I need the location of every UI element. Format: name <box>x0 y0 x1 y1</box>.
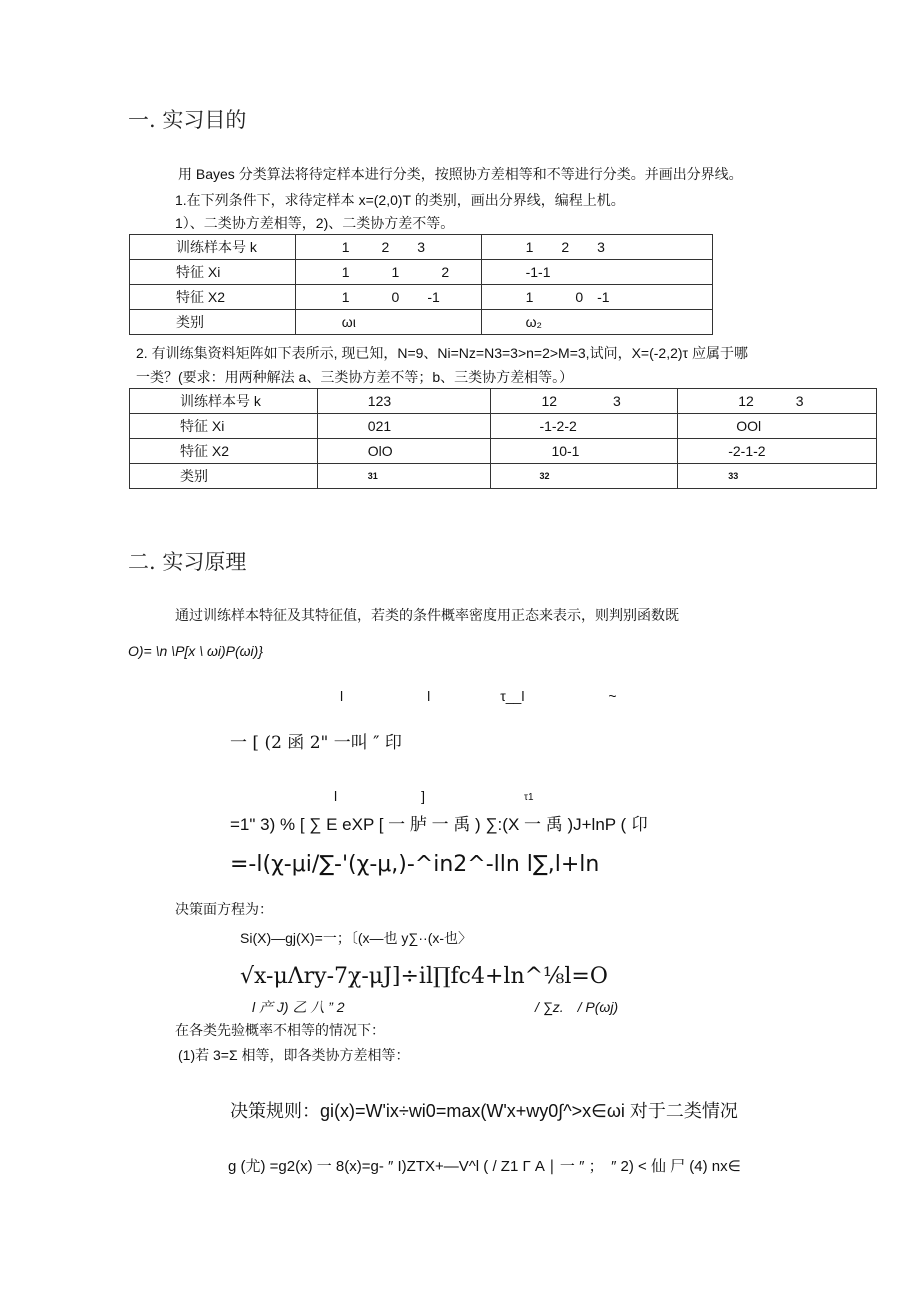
table2 <box>129 388 877 489</box>
section2-para1: 通过训练样本特征及其特征值，若类的条件概率密度用正态来表示，则判别函数既 <box>175 607 679 623</box>
table-cell: 特征 Xi <box>130 260 296 285</box>
table-cell: -1-1 <box>481 260 712 285</box>
table-cell: 123 <box>317 389 491 414</box>
table-cell: 1 1 2 <box>295 260 481 285</box>
table-cell: 特征 X2 <box>130 285 296 310</box>
table-cell: 1 2 3 <box>295 235 481 260</box>
table-cell: 特征 Xi <box>130 414 318 439</box>
section1-para1: 用 Bayes 分类算法将待定样本进行分类，按照协方差相等和不等进行分类。并画出分界线。 <box>178 166 743 182</box>
equation-1: O)= \n \P[x \ ωi)P(ωi)} <box>128 643 263 659</box>
table-cell: -1-2-2 <box>491 414 678 439</box>
table-cell: 12 3 <box>678 389 877 414</box>
equation-4: =-l(χ-μi/∑-'(χ-μ,)-^in2^-lln l∑,l+ln <box>230 852 600 877</box>
table-row <box>130 439 877 464</box>
section1-title: 一. 实习目的 <box>128 108 247 132</box>
section1-para2: 1.在下列条件下，求待定样本 x=(2,0)T 的类别，画出分界线，编程上机。 <box>175 192 625 208</box>
table1 <box>129 234 713 335</box>
table-cell: 31 <box>317 464 491 489</box>
equation-7: g (尤) =g2(x) 一 8(x)=g- ″ I)ZTX+—V^l ( / Z1 Γ A ∣ 一 ″ ； ″ 2) < 仙 尸 (4) nx∈ <box>228 1158 741 1175</box>
equation-2-marks: l l τ__l ~ <box>340 688 617 704</box>
equation-2: 一 [ (2 函 2" 一叫 ″ 印 <box>230 733 402 753</box>
table-cell: 33 <box>678 464 877 489</box>
table-row <box>130 389 877 414</box>
condition-1: 在各类先验概率不相等的情况下： <box>175 1022 385 1038</box>
equation-3-marks: l ] <box>334 788 425 804</box>
decision-label: 决策面方程为： <box>175 901 273 917</box>
table-cell: OOl <box>678 414 877 439</box>
table-row <box>130 260 713 285</box>
equation-3: =1" 3) % [ ∑ E eXP [ 一 胪 一 禹 ) ∑:(X 一 禹 )J+lnP ( 卬 <box>230 815 648 834</box>
table-cell: 特征 X2 <box>130 439 318 464</box>
table-cell: 类别 <box>130 464 318 489</box>
table-row <box>130 310 713 335</box>
table-row <box>130 235 713 260</box>
table-row <box>130 414 877 439</box>
table-cell: 训练样本号 k <box>130 235 296 260</box>
table-cell: 1 0 -1 <box>481 285 712 310</box>
equation-6-sub: l 产 J) 乙 八 ” 2 <box>252 999 345 1015</box>
section1-para3: 1）、二类协方差相等，2)、二类协方差不等。 <box>175 215 455 231</box>
table-cell: 021 <box>317 414 491 439</box>
equation-6: √x-μΛry-7χ-μJ]÷il∏fc4+ln^⅛l=O <box>240 964 608 989</box>
table-row <box>130 285 713 310</box>
equation-5: Si(X)—gj(X)=一；〔(x—也 y∑··(x-也〉 <box>240 930 473 946</box>
condition-2: (1)若 3=Σ 相等，即各类协方差相等： <box>178 1047 410 1063</box>
table-cell: 32 <box>491 464 678 489</box>
equation-6-right: / ∑z. / P(ωj) <box>535 999 619 1015</box>
table-cell: 10-1 <box>491 439 678 464</box>
table-cell: -2-1-2 <box>678 439 877 464</box>
decision-rule: 决策规则：gi(x)=W'ix÷wi0=max(W'x+wy0∫^>x∈ωi 对于二类情况 <box>230 1101 738 1121</box>
table-cell: OlO <box>317 439 491 464</box>
section1-para4: 2. 有训练集资料矩阵如下表所示, 现已知，N=9、Ni=Nz=N3=3>n=2>M=3,试问，X=(-2,2)τ 应属于哪 <box>136 345 748 361</box>
section1-para5: 一类？(要求：用两种解法 a、三类协方差不等；b、三类协方差相等。） <box>136 369 574 385</box>
section2-title: 二. 实习原理 <box>128 550 247 574</box>
table-cell: 1 2 3 <box>481 235 712 260</box>
table-cell: ω₂ <box>481 310 712 335</box>
equation-3-tau: τ1 <box>524 792 534 803</box>
table-cell: ωι <box>295 310 481 335</box>
table-cell: 1 0 -1 <box>295 285 481 310</box>
table-cell: 类别 <box>130 310 296 335</box>
table-cell: 12 3 <box>491 389 678 414</box>
table-row <box>130 464 877 489</box>
table-cell: 训练样本号 k <box>130 389 318 414</box>
